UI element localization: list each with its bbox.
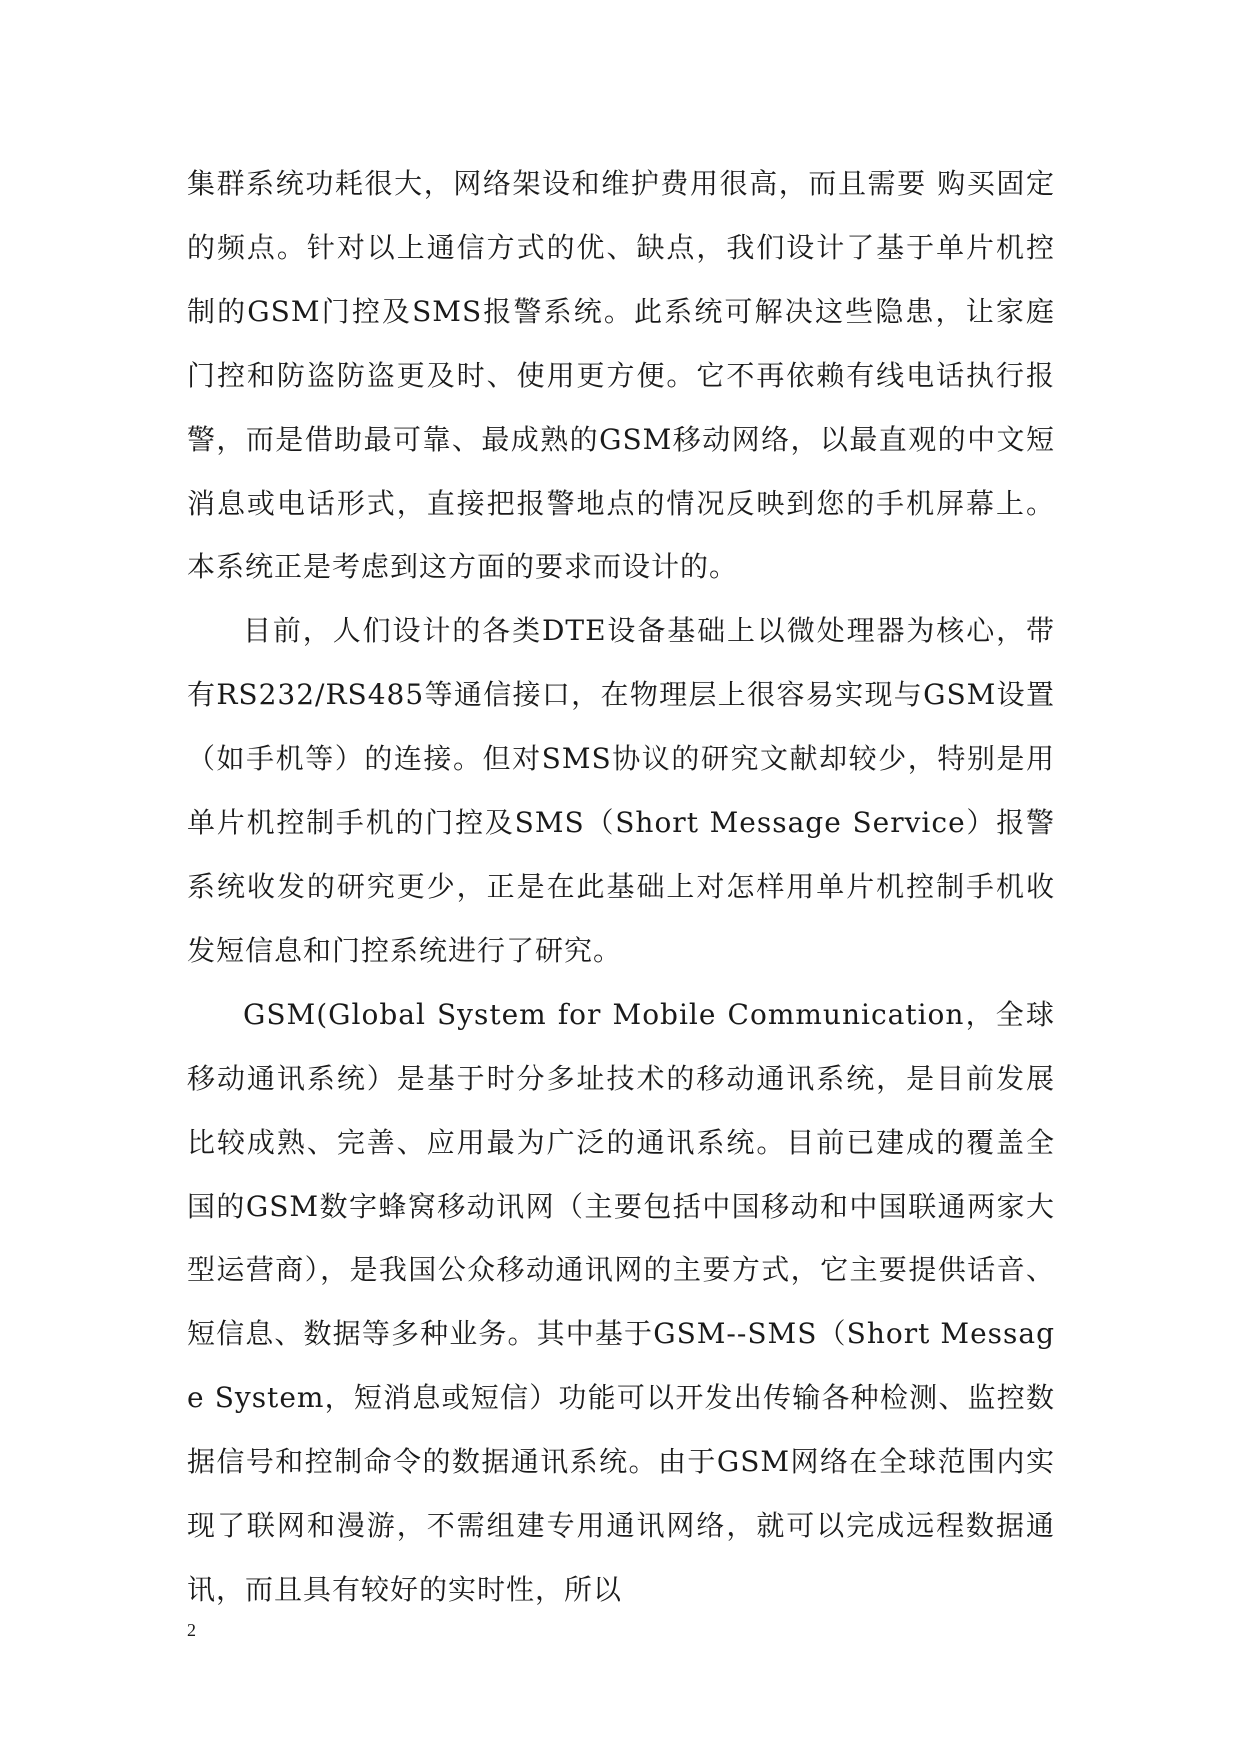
paragraph-continuation: 集群系统功耗很大，网络架设和维护费用很高，而且需要 购买固定的频点。针对以上通信方式的优、缺点，我们设计了基于单片机控制的GSM门控及SMS报警系统。此系统可解决这些隐患，让家庭门控和防盗防盗更及时、使用更方便。它不再依赖有线电话执行报警，而是借助最可靠、最成熟的GSM移动网络，以最直观的中文短消息或电话形式，直接把报警地点的情况反映到您的手机屏幕上。本系统正是考虑到这方面的要求而设计的。 (187, 167, 1055, 584)
body-text (187, 152, 1055, 1622)
paragraph-gsm-overview: GSM(Global System for Mobile Communication，全球移动通讯系统）是基于时分多址技术的移动通讯系统，是目前发展比较成熟、完善、应用最为广泛的通讯系统。目前已建成的覆盖全国的GSM数字蜂窝移动讯网（主要包括中国移动和中国联通两家大型运营商），是我国公众移动通讯网的主要方式，它主要提供话音、短信息、数据等多种业务。其中基于GSM--SMS（Short Message System，短消息或短信）功能可以开发出传输各种检测、监控数据信号和控制命令的数据通讯系统。由于GSM网络在全球范围内实现了联网和漫游，不需组建专用通讯网络，就可以完成远程数据通讯，而且具有较好的实时性，所以 (187, 997, 1055, 1606)
paragraph-dte-research: 目前，人们设计的各类DTE设备基础上以微处理器为核心，带有RS232/RS485等通信接口，在物理层上很容易实现与GSM设置（如手机等）的连接。但对SMS协议的研究文献却较少，特别是用单片机控制手机的门控及SMS（Short Message Service）报警系统收发的研究更少，正是在此基础上对怎样用单片机控制手机收发短信息和门控系统进行了研究。 (187, 614, 1055, 967)
page-number: 2 (187, 1620, 196, 1640)
